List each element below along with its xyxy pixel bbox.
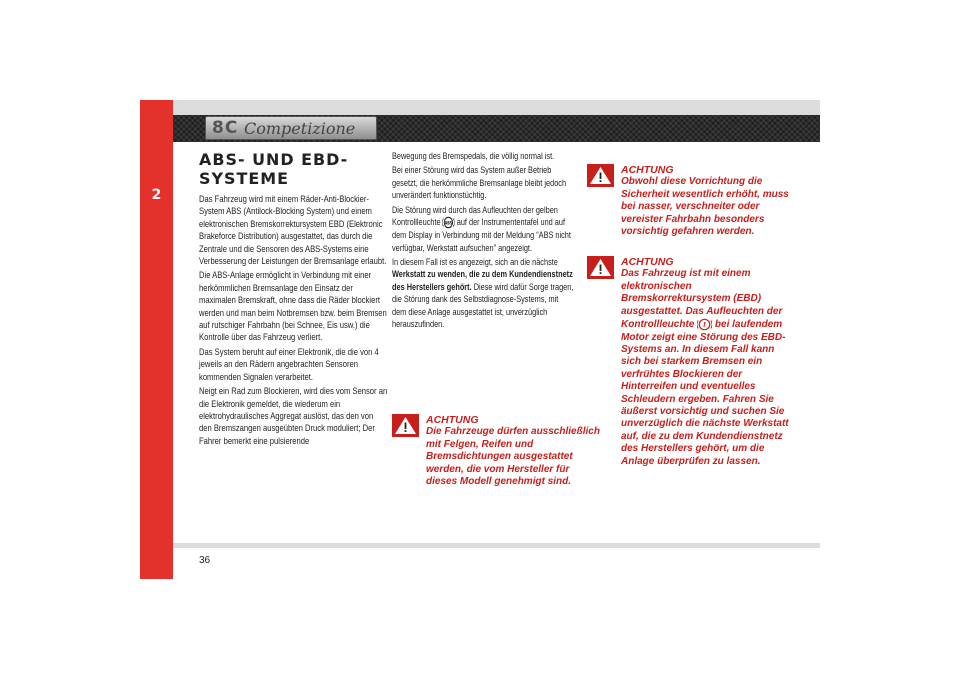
warning-text-body: bei laufendem Motor zeigt eine Störung des EBD-Systems an. In diesem Fall kann sich bei starkem Bremsen ein verfrühtes Blockieren der Hinterreifen und eventuelles Schleudern ergeben. Fahren Sie äußerst vorsichtig und suchen Sie unverzüglich die nächste Werkstatt auf, die zu dem Kundendienstnetz des Herstellers gehört, um die Anlage überprüfen zu lassen. [621,319,789,467]
paragraph: Das System beruht auf einer Elektronik, die die von 4 jeweils an den Rädern angebrachten Sensoren kommenden Signalen verarbeitet. [199,346,379,382]
paragraph-text: Diese wird dafür Sorge tragen, die Störung dank des Selbstdiagnose-Systems, mit dem diese Anlage ausgestattet ist, unverzüglich herauszufinden. [392,281,574,329]
warning-title: ACHTUNG [621,164,674,176]
column-1 [199,150,387,449]
paragraph: Bewegung des Bremspedals, die völlig normal ist. [392,151,555,161]
paragraph [392,204,574,254]
chapter-tab [140,100,173,579]
paragraph: Das Fahrzeug wird mit einem Räder-Anti-Blockier-System ABS (Antilock-Blocking System) und einem elektronischen Bremskorrektursystem EBD (Elektronic Brakeforce Distribution) ausgestattet, das durch die Zentrale und die Sensoren des ABS-Systems eine Verbesserung der Leistungen der Bremsanlage erlaubt. [199,194,387,267]
paragraph: Die ABS-Anlage ermöglicht in Verbindung mit einer herkömmlichen Bremsanlage den Einsatz der maximalen Bremskraft, ohne dass die Räder blockiert werden und man beim Notbremsen bzw. beim Bremsen auf rutschiger Fahrbahn (bei Schnee, Eis usw.) die Kontrolle über das Fahrzeug verliert. [199,270,387,343]
paragraph: Neigt ein Rad zum Blockieren, wird dies vom Sensor an die Elektronik gemeldet, die wiederum ein elektrohydraulisches Aggregat auslöst, das den von den Bremszangen ausgeübten Druck moduliert; Der Fahrer bemerkt eine pulsierende [199,386,388,446]
page-number: 36 [199,555,211,566]
warning-triangle-icon [392,414,419,437]
paragraph-emphasis: Werkstatt zu wenden, die zu dem Kundendienstnetz des Herstellers gehört. [392,269,573,292]
paragraph-text: In diesem Fall ist es angezeigt, sich an die nächste [392,256,558,267]
warning-text-body: Das Fahrzeug ist mit einem elektronischen Bremskorrektursystem (EBD) ausgestattet. Das Aufleuchten der Kontrollleuchte [621,268,783,331]
warning-triangle-icon [587,164,614,187]
chapter-number: 2 [151,187,162,203]
warning-triangle-icon [587,256,614,279]
brake-icon-label: ! [703,321,707,330]
logo-wordmark: Competizione [244,119,356,138]
paragraph: Bei einer Störung wird das System außer Betrieb gesetzt, die herkömmliche Bremsanlage bleibt jedoch unverändert funktionstüchtig. [392,165,567,201]
warning-box [392,414,602,488]
paragraph-text: Die Störung wird durch das Aufleuchten der gelben Kontrollleuchte [392,204,558,228]
warning-box [587,164,797,238]
warning-text-body: Die Fahrzeuge dürfen ausschließlich mit Felgen, Reifen und Bremsdichtungen ausgestattet werden, die vom Hersteller für dieses Modell genehmigt sind. [426,426,600,488]
warning-text [392,426,602,488]
warning-title: ACHTUNG [426,414,479,426]
warning-title: ACHTUNG [621,256,674,268]
warning-box [587,256,797,468]
header-band [173,100,820,115]
paragraph [392,256,574,330]
abs-icon-label: ABS [444,219,453,226]
column-2 [392,150,574,332]
warning-text [587,268,797,468]
model-logo [205,116,377,140]
brake-warning-light-icon [697,318,712,331]
warning-text: Obwohl diese Vorrichtung die Sicherheit wesentlich erhöht, muss bei nasser, verschneiter oder vereister Fahrbahn besonders vorsichtig gefahren werden. [621,176,789,238]
abs-warning-light-icon [443,216,455,229]
paragraph-text: auf der Instrumententafel und auf dem Display in Verbindung mit der Meldung “ABS nicht verfügbar, Werkstatt aufsuchen” angezeigt. [392,217,571,253]
logo-initials: 8C [212,118,239,138]
footer-band [173,543,820,548]
section-heading: ABS- UND EBD-SYSTEME [199,150,349,188]
